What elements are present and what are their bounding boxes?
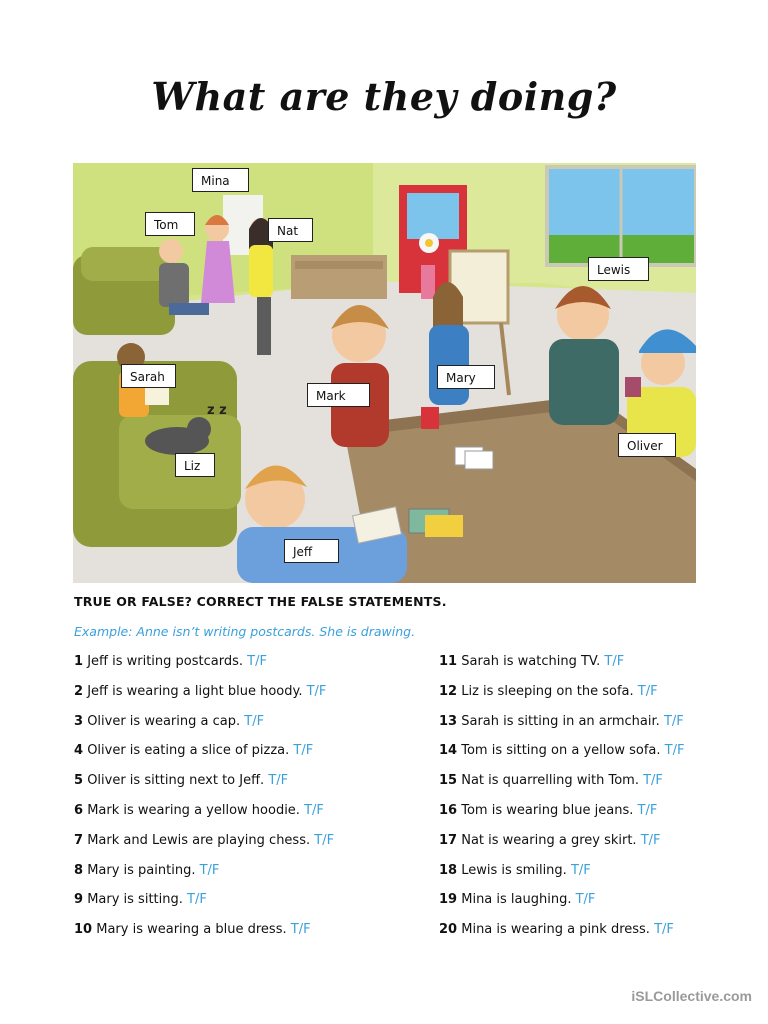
statement-item	[439, 771, 684, 801]
statement-item	[439, 652, 684, 682]
statement-item	[74, 741, 334, 771]
statement-number: 12	[439, 683, 458, 699]
statement-item	[439, 801, 684, 831]
true-false-marker: T/F	[570, 862, 591, 878]
statement-number: 1	[74, 654, 84, 669]
statement-item	[74, 712, 334, 742]
label-nat: Nat	[268, 218, 313, 242]
label-oliver: Oliver	[618, 433, 676, 457]
statement-number: 11	[439, 654, 458, 669]
label-sarah: Sarah	[121, 364, 176, 388]
statement-text: Mark and Lewis are playing chess.	[87, 832, 311, 848]
statement-item	[439, 890, 684, 920]
label-mina: Mina	[192, 168, 249, 192]
true-false-marker: T/F	[187, 892, 207, 908]
statement-number: 5	[74, 773, 84, 789]
statement-item	[74, 831, 334, 861]
statement-number: 8	[74, 862, 84, 878]
watermark: iSLCollective.com	[631, 988, 752, 1004]
true-false-marker: T/F	[640, 832, 661, 848]
statement-item	[439, 712, 684, 742]
statement-item	[74, 652, 334, 682]
statement-number: 9	[74, 892, 84, 908]
statement-item	[439, 741, 684, 771]
page-title: What are they doing?	[151, 74, 617, 119]
label-jeff: Jeff	[284, 539, 339, 563]
statement-text: Nat is wearing a grey skirt.	[461, 832, 637, 848]
statement-text: Tom is wearing blue jeans.	[461, 802, 634, 818]
statement-text: Nat is quarrelling with Tom.	[461, 773, 639, 789]
statement-text: Oliver is sitting next to Jeff.	[87, 773, 265, 789]
statement-number: 18	[439, 862, 458, 878]
statement-text: Sarah is watching TV.	[461, 654, 601, 669]
statement-number: 6	[74, 802, 84, 818]
statement-item	[74, 890, 334, 920]
statement-text: Liz is sleeping on the sofa.	[461, 683, 634, 699]
statements-right-column	[439, 652, 684, 950]
true-false-marker: T/F	[664, 743, 685, 759]
statement-text: Lewis is smiling.	[461, 862, 567, 878]
instruction-heading: TRUE OR FALSE? CORRECT THE FALSE STATEMENTS.	[74, 594, 447, 609]
true-false-marker: T/F	[637, 683, 658, 699]
statement-item	[439, 831, 684, 861]
statement-number: 16	[439, 802, 458, 818]
true-false-marker: T/F	[306, 683, 327, 699]
statement-text: Mary is sitting.	[87, 892, 183, 908]
statement-number: 10	[74, 922, 93, 938]
statement-text: Mary is painting.	[87, 862, 196, 878]
statement-text: Sarah is sitting in an armchair.	[461, 713, 660, 729]
statement-item	[74, 920, 334, 950]
label-mary: Mary	[437, 365, 495, 389]
statement-number: 13	[439, 713, 458, 729]
true-false-marker: T/F	[244, 713, 265, 729]
statement-item	[74, 861, 334, 891]
statement-number: 20	[439, 922, 458, 938]
example-sentence: Example: Anne isn’t writing postcards. She is drawing.	[74, 624, 416, 639]
true-false-marker: T/F	[293, 743, 314, 759]
true-false-marker: T/F	[268, 773, 289, 789]
statement-text: Mary is wearing a blue dress.	[96, 922, 287, 938]
label-tom: Tom	[145, 212, 195, 236]
true-false-marker: T/F	[643, 773, 663, 789]
sleep-z-text: z z	[207, 403, 227, 418]
statement-item	[74, 682, 334, 712]
statement-item	[439, 682, 684, 712]
true-false-marker: T/F	[637, 802, 658, 818]
statements-left-column	[74, 652, 334, 950]
statement-number: 4	[74, 743, 84, 759]
label-liz: Liz	[175, 453, 215, 477]
true-false-marker: T/F	[575, 892, 596, 908]
statement-text: Mark is wearing a yellow hoodie.	[87, 802, 300, 818]
statement-item	[439, 920, 684, 950]
statement-number: 19	[439, 892, 458, 908]
statement-item	[74, 801, 334, 831]
statement-number: 17	[439, 832, 458, 848]
statement-number: 14	[439, 743, 458, 759]
classroom-illustration	[73, 163, 696, 583]
label-lewis: Lewis	[588, 257, 649, 281]
statement-number: 3	[74, 713, 84, 729]
statement-item	[439, 861, 684, 891]
true-false-marker: T/F	[304, 802, 324, 818]
true-false-marker: T/F	[199, 862, 220, 878]
true-false-marker: T/F	[663, 713, 684, 729]
true-false-marker: T/F	[247, 654, 267, 669]
statement-number: 2	[74, 683, 84, 699]
statement-text: Tom is sitting on a yellow sofa.	[461, 743, 661, 759]
true-false-marker: T/F	[654, 922, 674, 938]
label-mark: Mark	[307, 383, 370, 407]
statement-number: 7	[74, 832, 84, 848]
true-false-marker: T/F	[604, 654, 625, 669]
true-false-marker: T/F	[314, 832, 335, 848]
statement-text: Mina is wearing a pink dress.	[461, 922, 650, 938]
statement-text: Jeff is wearing a light blue hoody.	[87, 683, 303, 699]
true-false-marker: T/F	[290, 922, 311, 938]
statement-text: Oliver is eating a slice of pizza.	[87, 743, 290, 759]
statement-text: Oliver is wearing a cap.	[87, 713, 241, 729]
statement-number: 15	[439, 773, 458, 789]
statement-text: Mina is laughing.	[461, 892, 572, 908]
statement-text: Jeff is writing postcards.	[87, 654, 244, 669]
statement-item	[74, 771, 334, 801]
